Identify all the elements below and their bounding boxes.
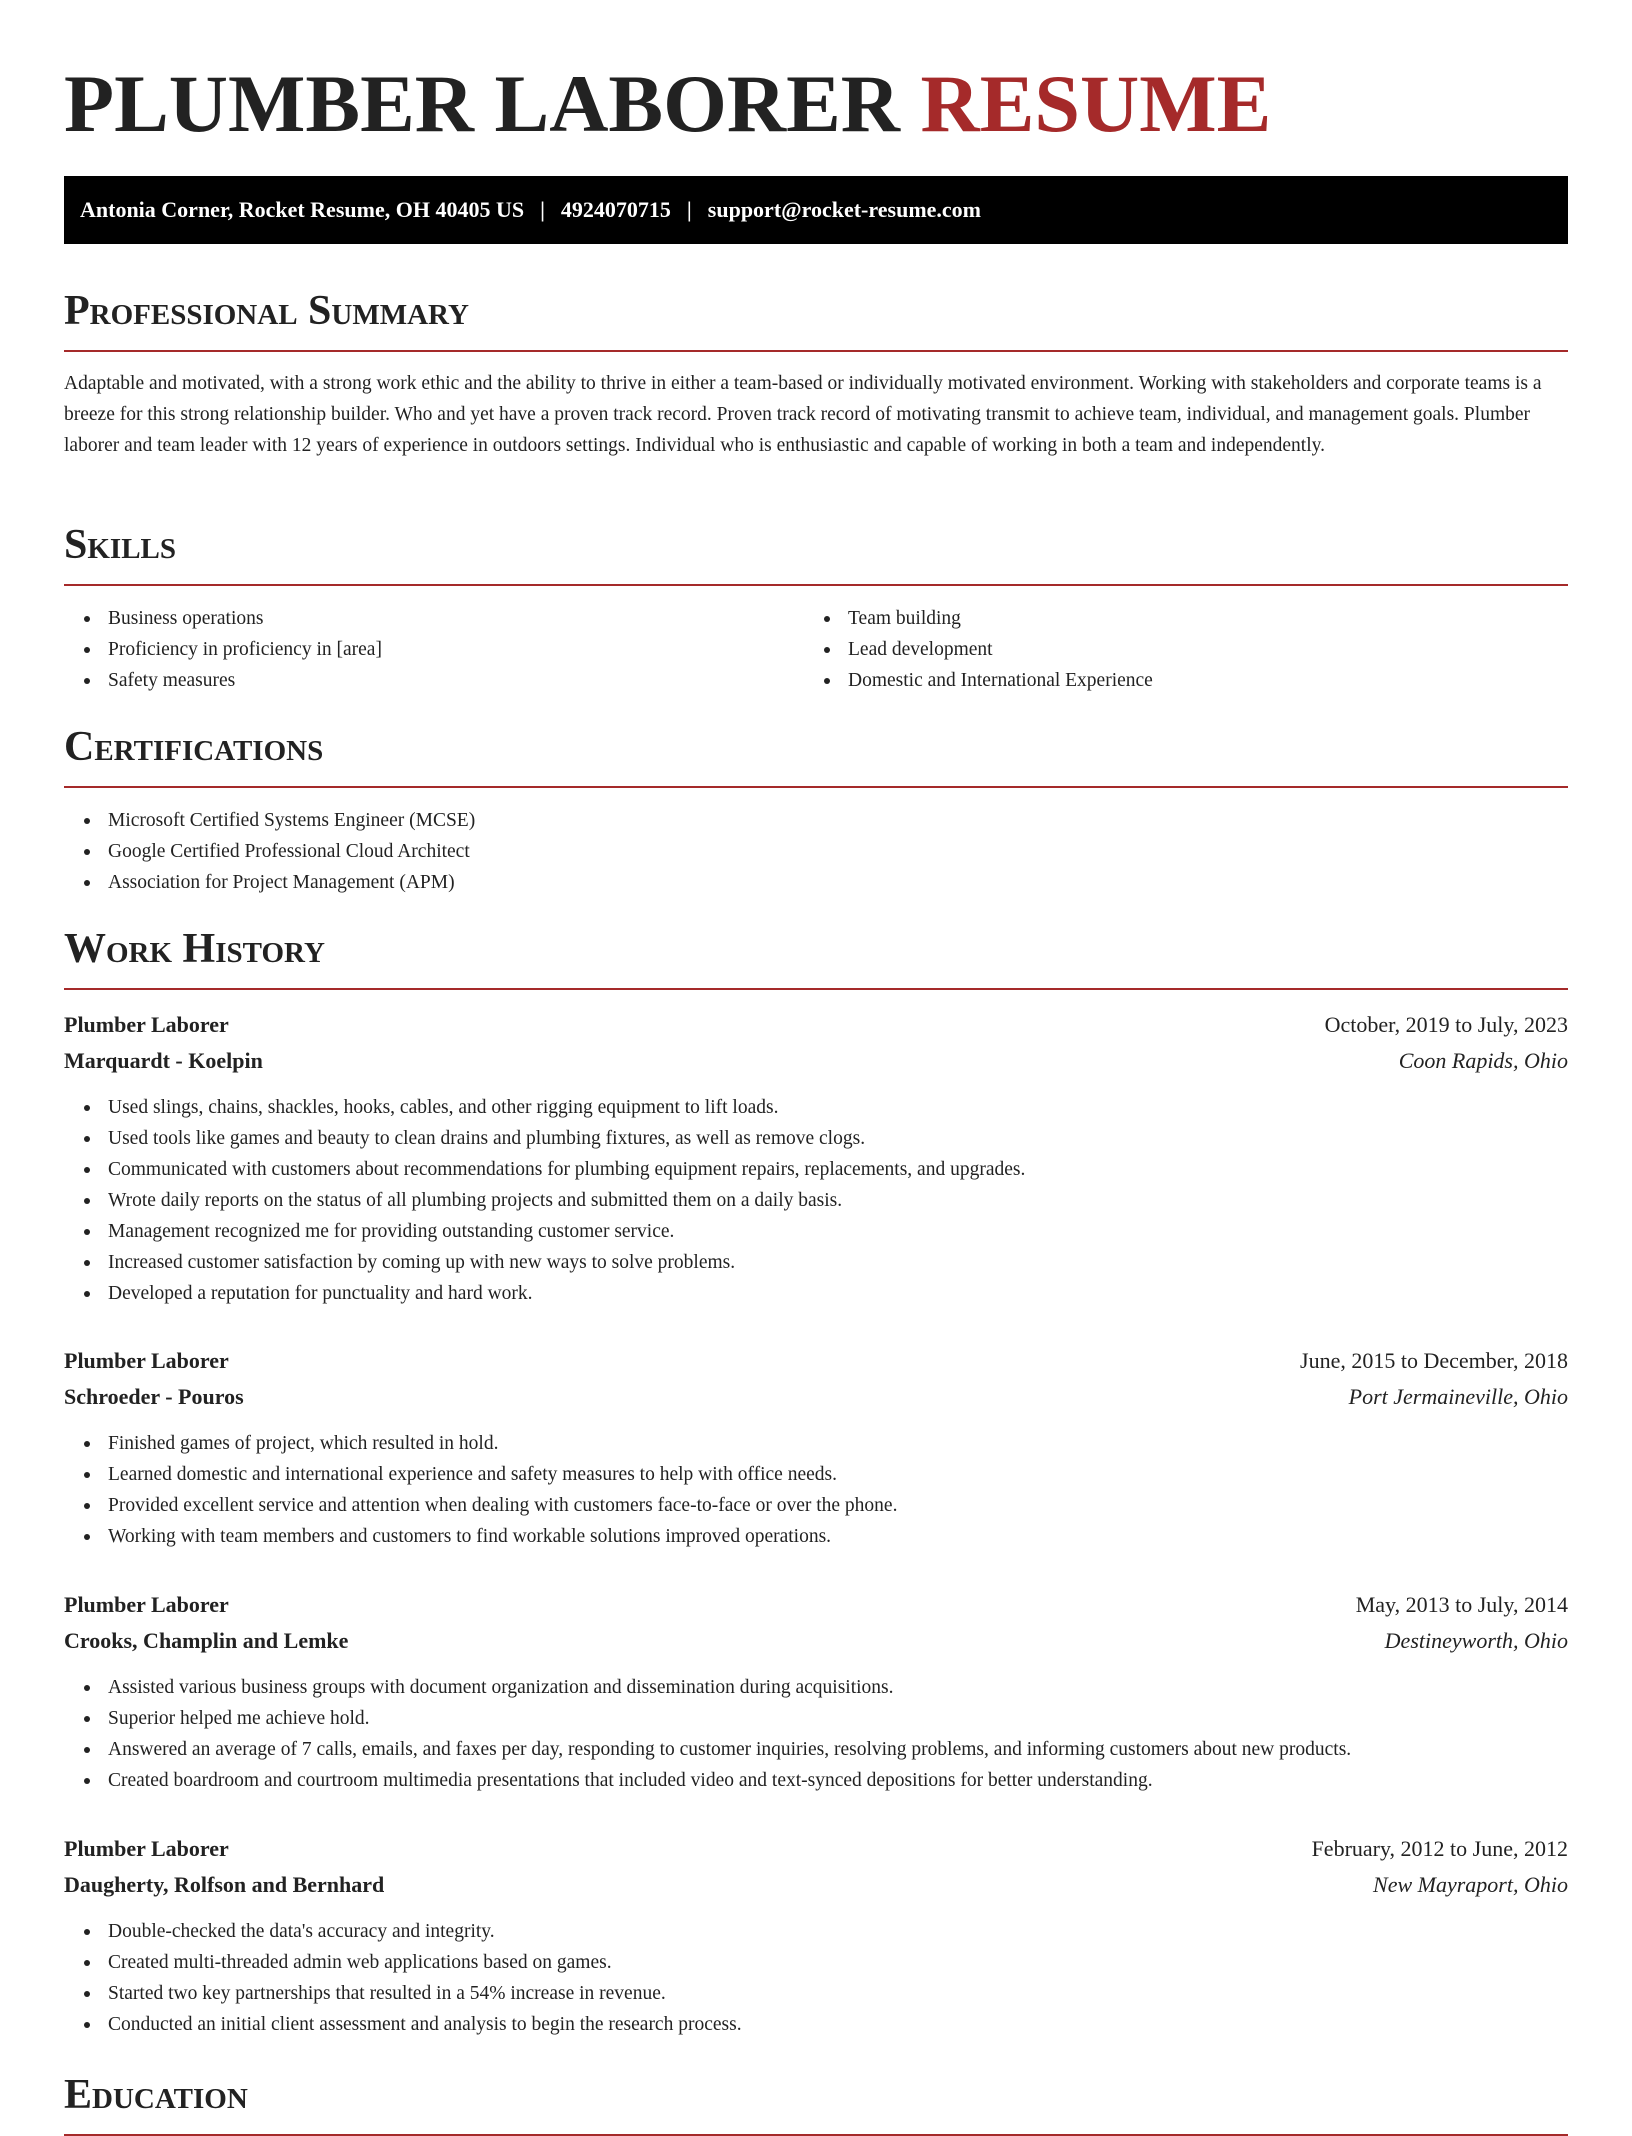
job-bullet: Created boardroom and courtroom multimedia presentations that included video and text-synced depositions for better understanding. — [64, 1765, 1568, 1796]
job-dates: May, 2013 to July, 2014 — [1355, 1592, 1568, 1617]
skills-list-left — [64, 603, 382, 696]
certification-item: Association for Project Management (APM) — [64, 867, 475, 898]
job-company: Daugherty, Rolfson and Bernhard — [64, 1872, 385, 1897]
contact-separator: | — [540, 197, 545, 222]
job-bullet: Answered an average of 7 calls, emails, and faxes per day, responding to customer inquiries, resolving problems, and informing customers about new products. — [64, 1734, 1568, 1765]
job-bullet: Communicated with customers about recommendations for plumbing equipment repairs, replacements, and upgrades. — [64, 1154, 1568, 1185]
job-bullet: Increased customer satisfaction by coming up with new ways to solve problems. — [64, 1247, 1568, 1278]
certification-item: Microsoft Certified Systems Engineer (MCSE) — [64, 805, 475, 836]
job-dates: October, 2019 to July, 2023 — [1324, 1012, 1568, 1037]
job-dates: June, 2015 to December, 2018 — [1300, 1348, 1568, 1373]
job-entry — [64, 1007, 1568, 1309]
job-company: Marquardt - Koelpin — [64, 1048, 263, 1073]
job-bullet: Double-checked the data's accuracy and integrity. — [64, 1916, 1568, 1947]
job-bullets — [64, 1672, 1568, 1796]
skill-item: Domestic and International Experience — [804, 665, 1153, 696]
job-bullet: Finished games of project, which resulted in hold. — [64, 1428, 1568, 1459]
job-location: New Mayraport, Ohio — [1373, 1872, 1568, 1897]
job-subheader-row — [64, 1623, 1568, 1659]
job-bullets — [64, 1092, 1568, 1309]
certifications-list — [64, 805, 475, 898]
job-title: Plumber Laborer — [64, 1592, 229, 1617]
skill-item: Proficiency in proficiency in [area] — [64, 634, 382, 665]
job-bullet: Management recognized me for providing outstanding customer service. — [64, 1216, 1568, 1247]
contact-email: support@rocket-resume.com — [707, 197, 981, 222]
job-dates: February, 2012 to June, 2012 — [1311, 1836, 1568, 1861]
certification-item: Google Certified Professional Cloud Architect — [64, 836, 475, 867]
job-header-row — [64, 1007, 1568, 1043]
job-bullet: Used slings, chains, shackles, hooks, cables, and other rigging equipment to lift loads. — [64, 1092, 1568, 1123]
section-heading-education: Education — [64, 2070, 1568, 2136]
job-bullet: Used tools like games and beauty to clean drains and plumbing fixtures, as well as remove clogs. — [64, 1123, 1568, 1154]
skill-item: Business operations — [64, 603, 382, 634]
job-bullet: Wrote daily reports on the status of all plumbing projects and submitted them on a daily basis. — [64, 1185, 1568, 1216]
job-title: Plumber Laborer — [64, 1836, 229, 1861]
job-subheader-row — [64, 1867, 1568, 1903]
job-company: Schroeder - Pouros — [64, 1384, 244, 1409]
job-header-row — [64, 1343, 1568, 1379]
job-title: Plumber Laborer — [64, 1012, 229, 1037]
job-header-row — [64, 1587, 1568, 1623]
job-bullet: Assisted various business groups with document organization and dissemination during acquisitions. — [64, 1672, 1568, 1703]
section-heading-skills: Skills — [64, 520, 1568, 586]
job-bullet: Working with team members and customers to find workable solutions improved operations. — [64, 1521, 1568, 1552]
job-subheader-row — [64, 1379, 1568, 1415]
job-company: Crooks, Champlin and Lemke — [64, 1628, 349, 1653]
job-bullets — [64, 1428, 1568, 1552]
section-heading-summary: Professional Summary — [64, 286, 1568, 352]
job-entry — [64, 1343, 1568, 1552]
skill-item: Team building — [804, 603, 1153, 634]
resume-title — [64, 56, 1271, 152]
job-entry — [64, 1831, 1568, 2040]
job-location: Destineyworth, Ohio — [1384, 1628, 1568, 1653]
skill-item: Safety measures — [64, 665, 382, 696]
summary-text: Adaptable and motivated, with a strong work ethic and the ability to thrive in either a team-based or individually motivated environment. Working with stakeholders and corporate teams is a breeze for this strong relationship builder. Who and yet have a proven track record. Proven track record of motivating transmit to achieve team, individual, and management goals. Plumber laborer and team leader with 12 years of experience in outdoors settings. Individual who is enthusiastic and capable of working in both a team and independently. — [64, 373, 1542, 456]
title-main: PLUMBER LABORER — [64, 58, 901, 149]
job-bullets — [64, 1916, 1568, 2040]
job-bullet: Developed a reputation for punctuality and hard work. — [64, 1278, 1568, 1309]
job-location: Coon Rapids, Ohio — [1398, 1048, 1568, 1073]
job-header-row — [64, 1831, 1568, 1867]
job-bullet: Superior helped me achieve hold. — [64, 1703, 1568, 1734]
job-subheader-row — [64, 1043, 1568, 1079]
section-heading-certifications: Certifications — [64, 722, 1568, 788]
job-bullet: Provided excellent service and attention when dealing with customers face-to-face or over the phone. — [64, 1490, 1568, 1521]
skill-item: Lead development — [804, 634, 1153, 665]
contact-bar — [64, 176, 1568, 244]
title-accent: RESUME — [920, 58, 1272, 149]
job-entry — [64, 1587, 1568, 1796]
job-location: Port Jermaineville, Ohio — [1348, 1384, 1568, 1409]
contact-address: Antonia Corner, Rocket Resume, OH 40405 US — [80, 197, 525, 222]
job-bullet: Conducted an initial client assessment and analysis to begin the research process. — [64, 2009, 1568, 2040]
contact-separator: | — [686, 197, 692, 222]
job-bullet: Started two key partnerships that resulted in a 54% increase in revenue. — [64, 1978, 1568, 2009]
contact-phone: 4924070715 — [560, 197, 671, 222]
job-title: Plumber Laborer — [64, 1348, 229, 1373]
skills-list-right — [804, 603, 1153, 696]
section-heading-work-history: Work History — [64, 924, 1568, 990]
job-bullet: Learned domestic and international experience and safety measures to help with office needs. — [64, 1459, 1568, 1490]
job-bullet: Created multi-threaded admin web applications based on games. — [64, 1947, 1568, 1978]
